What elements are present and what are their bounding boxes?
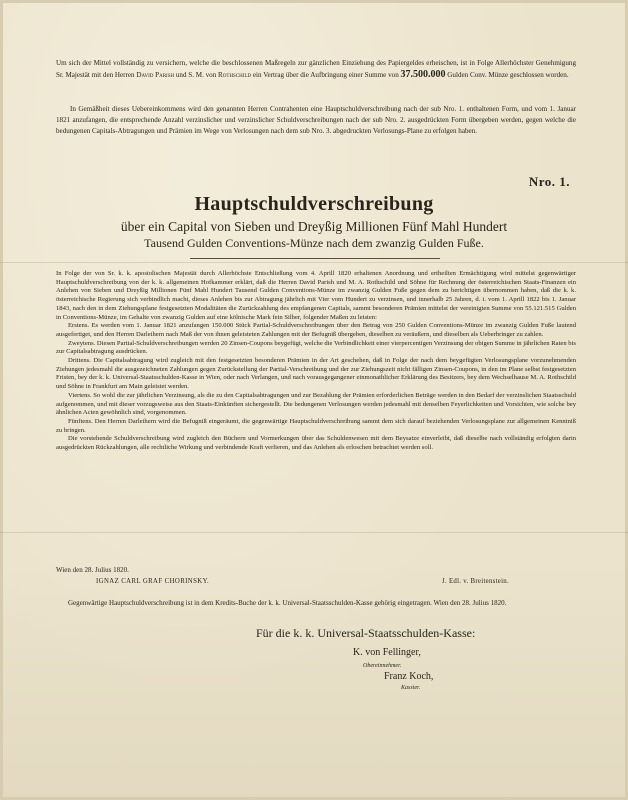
body-paragraph-viertens: Viertens. So wohl die zur jährlichen Verzinsung, als die zu den Capitalsabtragungen und zur Bezahlung der Prämien erforderlichen Beträge werden in den Bedarf der verzinslichen Staatsschuld aufgenommen, und mit dieser vorzugsweise aus den Staats-Einkünften sichergestellt. Die bedungenen Verlosungen werden jedesmahl mit denselben Feyerlichkeiten und Vorsichten, wie solche bey ähnlichen Acten gewöhnlich sind, vorgenommen.	[56, 391, 576, 417]
intro-text-part: Gulden Conv. Münze geschlossen worden.	[445, 71, 569, 80]
intro-text-part: Um sich der Mittel vollständig zu versichern, welche die beschlossenen Maßregeln zur gänzlichen Einziehung des Papiergeldes erheischen, ist in Folge Allerhöchster Genehmigung Sr. Majestät mit den Herren	[56, 59, 576, 80]
date-line: Wien den 28. Julius 1820.	[56, 566, 129, 574]
registration-note: Gegenwärtige Hauptschuldverschreibung ist in dem Kredits-Buche der k. k. Universal-Staatsschulden-Kasse gehörig eingetragen. Wien den 28. Julius 1820.	[68, 599, 507, 607]
role-kassier: Kassier.	[401, 685, 421, 691]
intro-paragraph	[56, 58, 576, 81]
fold-line-upper	[0, 262, 628, 263]
document-subtitle-1: über ein Capital von Sieben und Dreyßig Millionen Fünf Mahl Hundert	[120, 219, 508, 234]
role-obereinnehmer: Obereinnehmer.	[363, 663, 402, 669]
intro-paragraph-2: In Gemäßheit dieses Uebereinkommens wird den genannten Herren Contrahenten eine Hauptschuldverschreibung nach der sub Nro. 1. enthaltenen Form, und vom 1. Januar 1821 anzufangen, die entsprechende Anzahl verzinslicher und verzinslicher Schuldverschreibungen nach der sub Nro. 2. ausgedrückten Form übergeben werden, gegen welche die bedungenen Capitals-Abtragungen und Prämien im Wege von Verlosungen nach dem sub Nro. 3. abgedruckten Verlosungs-Plane zu erfolgen haben.	[56, 105, 576, 136]
body-paragraph-fuenftens: Fünftens. Den Herren Darleihern wird die Befugniß eingeräumt, die gegenwärtige Hauptschuldverschreibung sammt dem sich darauf beziehenden Verlosungsplane zur allgemeinen Kenntniß zu bringen.	[56, 417, 576, 434]
signature-breitenstein: J. Edl. v. Breitenstein.	[442, 578, 509, 585]
intro-text-part: und S. M. von	[174, 71, 219, 80]
signer-koch: Franz Koch,	[384, 671, 434, 682]
title-rule	[190, 258, 440, 259]
document-subtitle-2: Tausend Gulden Conventions-Münze nach dem zwanzig Gulden Fuße.	[144, 236, 484, 250]
intro-text-part: ein Vertrag über die Aufbringung einer Summe von	[251, 71, 401, 80]
signer-fellinger: K. von Fellinger,	[353, 647, 421, 658]
body-paragraph-erstens: Erstens. Es werden vom 1. Januar 1821 anzufangen 150.000 Stück Partial-Schuldverschreibungen über den Betrag von 250 Gulden Conventions-Münze im zwanzig Gulden Fuße lautend ausgefertiget, und den Herren Darleihern nach Maß der von ihnen geleisteten Zahlungen mit der Befugniß übergeben, dieselben zu veräußern, und dieselben als Ueberbringer zu zahlen.	[56, 322, 576, 338]
intro-name-rothschild: Rothschild	[218, 71, 252, 80]
intro-name-parish: David Parish	[136, 71, 175, 80]
body-paragraph-closing: Die vorstehende Schuldverschreibung wird zugleich den Büchern und Vormerkungen über das Schuldenwesen mit dem Beysatze einverleibt, daß dieselbe nach vollständig erfolgten darin ausgedrückten Rückzahlungen, alle rechtliche Wirkung und verbindende Kraft verlieren, und das Anlehen als erloschen betrachtet werden soll.	[56, 435, 576, 452]
intro-amount: 37.500.000	[400, 69, 446, 81]
body-paragraph-drittens: Drittens. Die Capitalsabtragung wird zugleich mit den festgesetzten besonderen Prämien in der Art geschehen, daß in Folge der nach dem beygefügten Verlosungsplane vorzunehmenden Ziehungen jedesmahl die ausgezeichneten Zahlungen gegen Zurückstellung der Partial-Verschreibung und der zur Ziehungszeit nicht fälligen Zinsen-Coupons, in den im Plane selbst festgesetzten Fristen, bey der k. k. Universal-Staatsschulden-Kasse in Wien, oder nach Verlangen, und nach vorausgegangener einmonathlicher Erklärung des Besitzers, bey dem Wechselhause M. A. Rothschild und Söhne in Frankfurt am Main geleistet werden.	[56, 357, 576, 391]
body-paragraph-1: In Folge der von Sr. k. k. apostolischen Majestät durch Allerhöchste Entschließung vom 4. Aprill 1820 erhaltenen Anordnung und ertheilten Ermächtigung wird mittelst gegenwärtiger Hauptschuldverschreibung von der k. k. allgemeinen Hofkammer erklärt, daß die Herren David Parish und M. A. Rothschild und Söhne für Rechnung der österreichischen Staats-Finanzen ein Anlehen von Sieben und Dreyßig Millionen Fünf Mahl Hundert Tausend Gulden Conventions-Münze im zwanzig Gulden Fuße gegen dem zu berichtigen übernommen haben, daß die k. k. österreichische Regierung sich verbindlich macht, dieses Anlehen bis zur Abtragung jährlich mit Vier vom Hundert zu verzinsen, und innerhalb 25 Jahren, d. i. vom 1. Aprill 1822 bis 1. Januar 1843, nach den in dem Ziehungsplane festgesetzten Modalitäten die Zurückzahlung des empfangenen Capitals, sammt besonderen Prämien mittelst der vereinigten Summe von 55.121.515 Gulden in Conventions-Münze, im Gehalte von zwanzig Gulden auf eine kölnische Mark fein Silber, folgender Maßen zu leisten:	[56, 270, 576, 321]
body-paragraph-zweytens: Zweytens. Diesen Partial-Schuldverschreibungen werden 20 Zinsen-Coupons beygefügt, welche die Verbindlichkeit einer vierpercentigen Verzinsung der obigen Summe in jährlichen Raten bis zur Capitalsabtragung ausdrücken.	[56, 339, 576, 356]
bond-body	[56, 270, 576, 453]
document-title: Hauptschuldverschreibung	[194, 193, 434, 215]
document-number: Nro. 1.	[528, 174, 570, 189]
office-heading: Für die k. k. Universal-Staatsschulden-Kasse:	[256, 626, 476, 640]
fold-line-lower	[0, 532, 628, 533]
signature-chorinsky: IGNAZ CARL GRAF CHORINSKY.	[96, 578, 210, 585]
